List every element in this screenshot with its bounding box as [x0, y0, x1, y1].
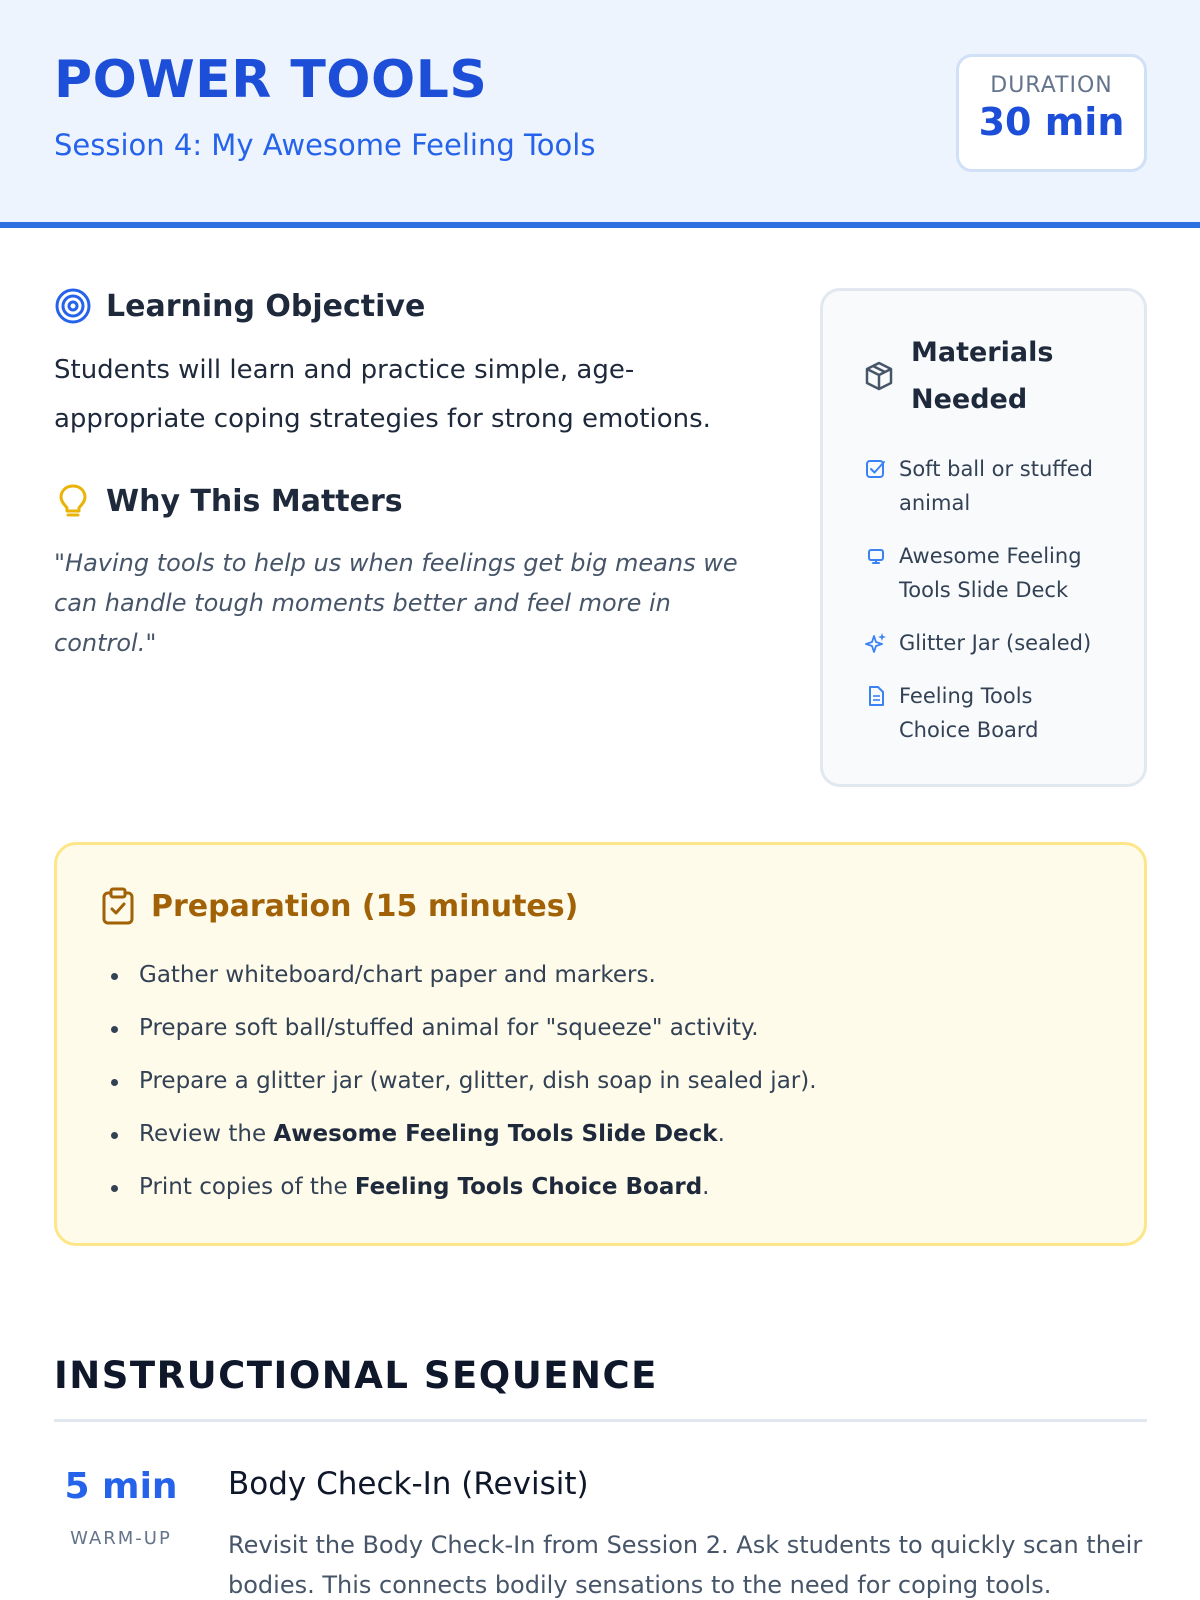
material-label: Awesome Feeling Tools Slide Deck — [899, 544, 1082, 602]
duration-value: 30 min — [978, 100, 1125, 144]
material-item — [865, 626, 1129, 660]
learning-objective-text: Students will learn and practice simple, age-appropriate coping strategies for strong emotions. — [54, 355, 711, 434]
preparation-title: Preparation (15 minutes) — [151, 888, 579, 924]
why-matters-title: Why This Matters — [106, 483, 403, 519]
why-matters-quote: "Having tools to help us when feelings get big means we can handle tough moments better and feel more in control." — [54, 549, 738, 657]
section-divider — [54, 1419, 1147, 1422]
preparation-item: Prepare a glitter jar (water, glitter, dish soap in sealed jar). — [111, 1055, 817, 1108]
step-title: Body Check-In (Revisit) — [228, 1466, 589, 1502]
preparation-item: Review the Awesome Feeling Tools Slide Deck. — [111, 1108, 817, 1161]
box-icon — [863, 360, 895, 392]
step-description: Revisit the Body Check-In from Session 2. Ask students to quickly scan their bodies. This connects bodily sensations to the need for coping tools. — [228, 1531, 1143, 1599]
materials-title: Materials Needed — [911, 337, 1054, 415]
checkbox-icon — [865, 458, 887, 480]
preparation-box — [54, 842, 1147, 1246]
learning-objective-heading — [54, 287, 425, 325]
lightbulb-icon — [54, 482, 92, 520]
step-phase: WARM-UP — [70, 1528, 172, 1549]
why-matters-heading — [54, 482, 403, 520]
preparation-item: Print copies of the Feeling Tools Choice Board. — [111, 1161, 817, 1214]
materials-card — [820, 288, 1147, 787]
preparation-list — [111, 949, 817, 1214]
material-item — [865, 452, 1109, 520]
material-label: Feeling Tools Choice Board — [899, 684, 1039, 742]
target-icon — [54, 287, 92, 325]
material-label: Glitter Jar (sealed) — [899, 631, 1092, 655]
step-duration: 5 min — [64, 1466, 178, 1507]
document-icon — [865, 685, 887, 707]
material-label: Soft ball or stuffed animal — [899, 457, 1094, 515]
monitor-icon — [865, 545, 887, 567]
material-item — [865, 679, 1109, 747]
page-title: POWER TOOLS — [54, 50, 488, 110]
clipboard-check-icon — [101, 887, 135, 925]
preparation-item: Gather whiteboard/chart paper and markers. — [111, 949, 817, 1002]
preparation-item: Prepare soft ball/stuffed animal for "squeeze" activity. — [111, 1002, 817, 1055]
duration-label: DURATION — [990, 73, 1113, 98]
page-header — [0, 0, 1200, 228]
sparkles-icon — [865, 632, 887, 654]
learning-objective-title: Learning Objective — [106, 288, 426, 324]
material-item — [865, 539, 1109, 607]
materials-heading — [863, 329, 1071, 423]
preparation-heading — [101, 887, 578, 925]
duration-badge — [956, 54, 1147, 172]
session-subtitle: Session 4: My Awesome Feeling Tools — [54, 128, 596, 162]
instructional-sequence-heading: INSTRUCTIONAL SEQUENCE — [54, 1354, 658, 1397]
